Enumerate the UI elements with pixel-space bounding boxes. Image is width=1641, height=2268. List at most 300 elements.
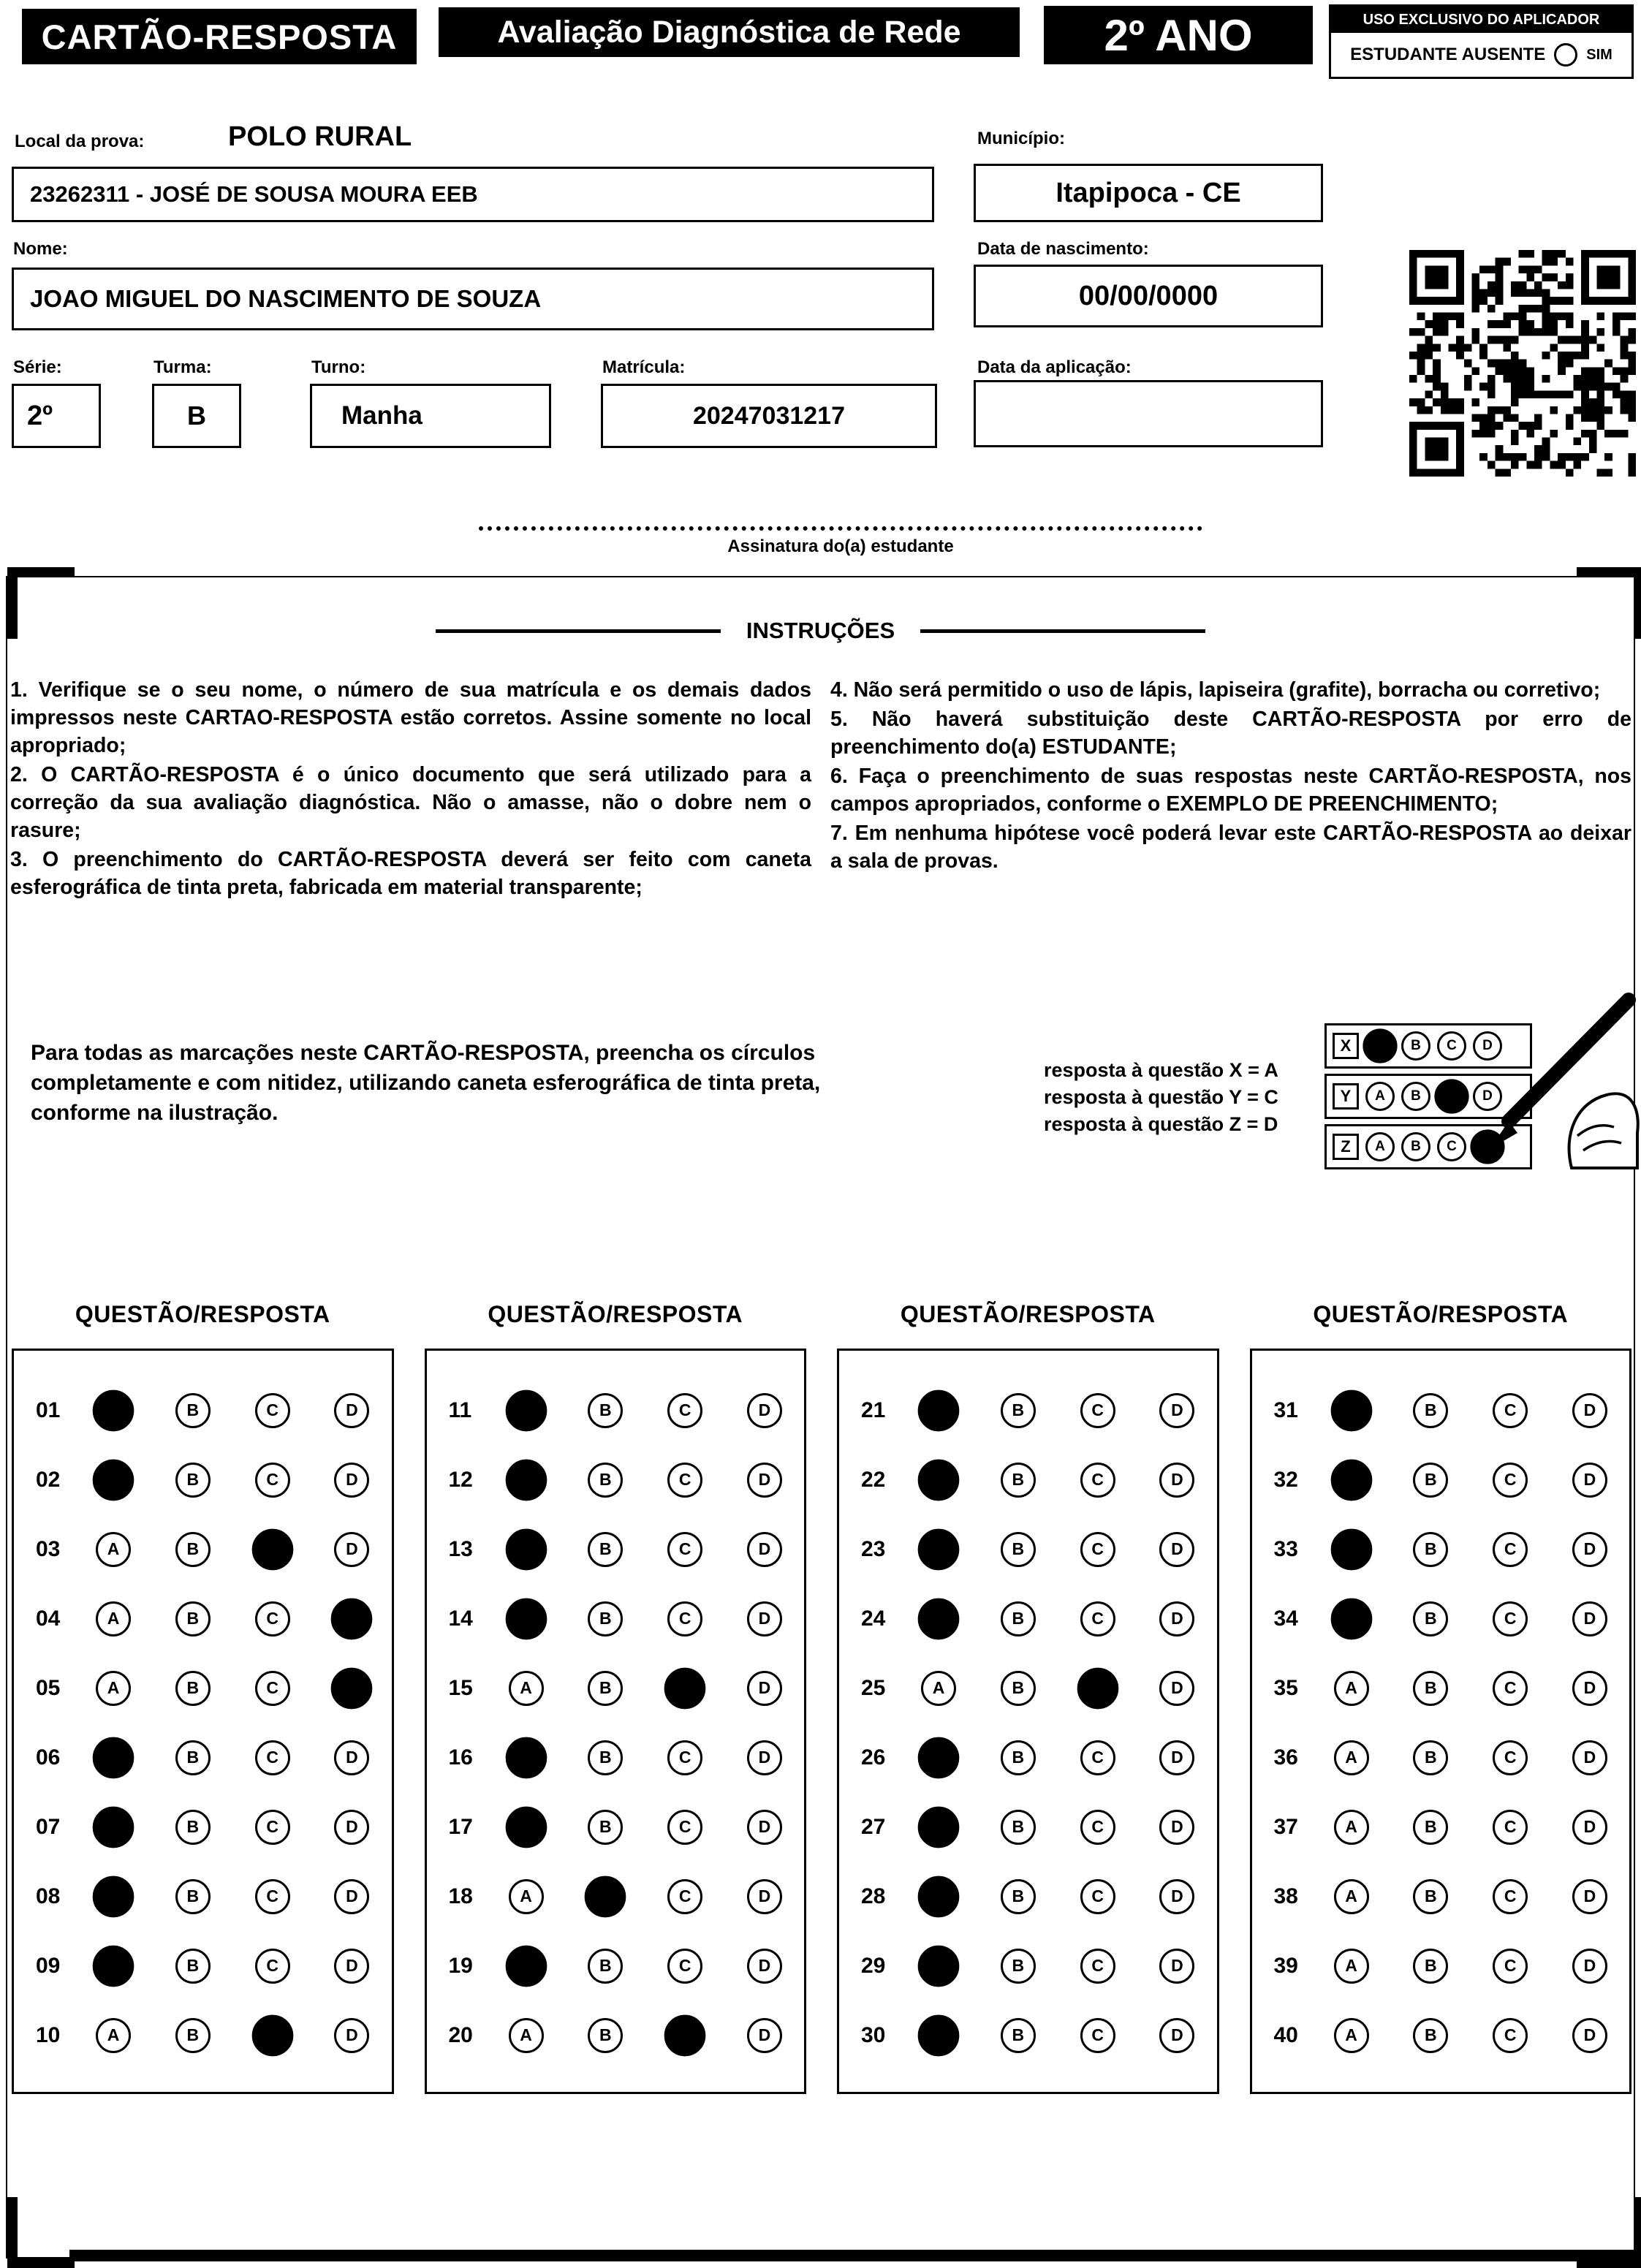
answer-bubble-27-D[interactable]: D xyxy=(1159,1810,1194,1845)
question-number: 06 xyxy=(36,1745,61,1770)
matricula-field: 20247031217 xyxy=(601,384,937,448)
answer-column-title: QUESTÃO/RESPOSTA xyxy=(1313,1301,1569,1327)
answer-bubble-17-C[interactable]: C xyxy=(667,1810,702,1845)
absent-yes-label: SIM xyxy=(1586,46,1612,63)
question-number: 36 xyxy=(1273,1745,1298,1770)
answer-bubble-24-A[interactable] xyxy=(918,1598,960,1639)
answer-bubble-06-B[interactable]: B xyxy=(175,1740,211,1775)
question-number: 25 xyxy=(861,1675,886,1700)
answer-bubble-19-C[interactable]: C xyxy=(667,1949,702,1984)
turno-label: Turno: xyxy=(311,357,366,377)
bottom-timing-bar xyxy=(69,2250,1640,2261)
answer-bubble-25-B[interactable]: B xyxy=(1001,1671,1036,1706)
turma-label: Turma: xyxy=(154,357,212,377)
signature-line[interactable] xyxy=(479,526,1202,531)
answer-bubble-16-C[interactable]: C xyxy=(667,1740,702,1775)
answer-bubble-26-A[interactable] xyxy=(918,1737,960,1778)
answer-bubble-08-D[interactable]: D xyxy=(334,1879,369,1914)
example-bubble-X-A[interactable] xyxy=(1363,1028,1397,1063)
question-row-22 xyxy=(839,1445,1217,1514)
answer-bubble-26-B[interactable]: B xyxy=(1001,1740,1036,1775)
grade-badge: 2º ANO xyxy=(1044,6,1313,64)
question-number: 01 xyxy=(36,1397,61,1422)
answer-bubble-24-D[interactable]: D xyxy=(1159,1601,1194,1636)
answer-bubble-08-B[interactable]: B xyxy=(175,1879,211,1914)
question-number: 20 xyxy=(448,2022,473,2047)
question-row-13 xyxy=(427,1514,805,1584)
example-legend-line: resposta à questão Z = D xyxy=(1044,1113,1278,1135)
question-row-27 xyxy=(839,1792,1217,1862)
aplicacao-label: Data da aplicação: xyxy=(977,357,1132,377)
answer-bubble-40-A[interactable]: A xyxy=(1334,2018,1369,2053)
answer-bubble-30-A[interactable] xyxy=(918,2014,960,2056)
answer-bubble-35-A[interactable]: A xyxy=(1334,1671,1369,1706)
question-row-07 xyxy=(14,1792,392,1862)
answer-bubble-27-C[interactable]: C xyxy=(1080,1810,1115,1845)
answer-bubble-21-A[interactable] xyxy=(918,1389,960,1431)
answer-bubble-38-D[interactable]: D xyxy=(1572,1879,1607,1914)
question-number: 08 xyxy=(36,1884,61,1908)
answer-bubble-17-B[interactable]: B xyxy=(588,1810,623,1845)
question-row-17 xyxy=(427,1792,805,1862)
municipio-field: Itapipoca - CE xyxy=(974,164,1323,222)
answer-bubble-37-A[interactable]: A xyxy=(1334,1810,1369,1845)
answer-bubble-12-A[interactable] xyxy=(505,1459,547,1501)
question-number: 26 xyxy=(861,1745,886,1770)
question-row-03 xyxy=(14,1514,392,1584)
registration-mark-bottom-left xyxy=(7,2197,75,2268)
question-number: 04 xyxy=(36,1606,61,1631)
school-field: 23262311 - JOSÉ DE SOUSA MOURA EEB xyxy=(12,167,934,222)
answer-bubble-02-B[interactable]: B xyxy=(175,1463,211,1498)
question-row-36 xyxy=(1252,1723,1630,1792)
example-legend-line: resposta à questão Y = C xyxy=(1044,1086,1278,1108)
question-row-19 xyxy=(427,1931,805,2000)
answer-bubble-09-B[interactable]: B xyxy=(175,1949,211,1984)
answer-bubble-40-D[interactable]: D xyxy=(1572,2018,1607,2053)
question-number: 27 xyxy=(861,1814,886,1839)
answer-bubble-19-D[interactable]: D xyxy=(747,1949,782,1984)
question-number: 28 xyxy=(861,1884,886,1908)
answer-bubble-13-C[interactable]: C xyxy=(667,1532,702,1567)
nome-label: Nome: xyxy=(13,239,68,259)
instruction-item: 2. O CARTÃO-RESPOSTA é o único documento que será utilizado para a correção da sua avaliação diagnóstica. Não o amasse, não o dobre nem o rasure; xyxy=(10,763,811,842)
serie-field: 2º xyxy=(12,384,101,448)
question-number: 34 xyxy=(1273,1606,1298,1631)
answer-bubble-31-B[interactable]: B xyxy=(1413,1393,1448,1428)
answer-bubble-37-B[interactable]: B xyxy=(1413,1810,1448,1845)
question-row-21 xyxy=(839,1376,1217,1445)
answer-bubble-31-C[interactable]: C xyxy=(1493,1393,1528,1428)
question-number: 31 xyxy=(1273,1397,1298,1422)
turno-field: Manha xyxy=(310,384,551,448)
answer-bubble-22-D[interactable]: D xyxy=(1159,1463,1194,1498)
instruction-item: 6. Faça o preenchimento de suas respostas neste CARTÃO-RESPOSTA, nos campos apropriados, conforme o EXEMPLO DE PREENCHIMENTO; xyxy=(830,765,1631,816)
answer-bubble-06-C[interactable]: C xyxy=(255,1740,290,1775)
answer-bubble-10-B[interactable]: B xyxy=(175,2018,211,2053)
instructions-rule-left xyxy=(436,629,721,633)
answer-bubble-03-A[interactable]: A xyxy=(96,1532,131,1567)
question-number: 32 xyxy=(1273,1467,1298,1492)
answer-bubble-10-D[interactable]: D xyxy=(334,2018,369,2053)
answer-bubble-23-B[interactable]: B xyxy=(1001,1532,1036,1567)
answer-bubble-20-D[interactable]: D xyxy=(747,2018,782,2053)
answer-bubble-02-D[interactable]: D xyxy=(334,1463,369,1498)
fill-example-legend xyxy=(1044,1057,1278,1138)
answer-bubble-09-C[interactable]: C xyxy=(255,1949,290,1984)
instructions-rule-right xyxy=(920,629,1205,633)
answer-bubble-28-C[interactable]: C xyxy=(1080,1879,1115,1914)
answer-bubble-04-D[interactable] xyxy=(331,1598,373,1639)
answer-column-4 xyxy=(1250,1301,1632,2094)
pen-hand-illustration xyxy=(1462,993,1641,1172)
instructions-title: INSTRUÇÕES xyxy=(746,618,895,643)
answer-bubble-22-A[interactable] xyxy=(918,1459,960,1501)
answer-bubble-25-C[interactable] xyxy=(1077,1667,1118,1709)
answer-bubble-39-C[interactable]: C xyxy=(1493,1949,1528,1984)
answer-bubble-32-D[interactable]: D xyxy=(1572,1463,1607,1498)
example-bubble-X-C[interactable]: C xyxy=(1437,1031,1466,1061)
example-bubble-Z-A[interactable]: A xyxy=(1365,1132,1395,1161)
answer-bubble-38-C[interactable]: C xyxy=(1493,1879,1528,1914)
example-bubble-X-B[interactable]: B xyxy=(1401,1031,1430,1061)
answer-bubble-01-A[interactable] xyxy=(93,1389,134,1431)
question-number: 13 xyxy=(448,1536,473,1561)
question-number: 17 xyxy=(448,1814,473,1839)
answer-bubble-11-C[interactable]: C xyxy=(667,1393,702,1428)
answer-bubble-05-D[interactable] xyxy=(331,1667,373,1709)
answer-bubble-23-A[interactable] xyxy=(918,1528,960,1570)
nascimento-label: Data de nascimento: xyxy=(977,239,1149,259)
answer-bubble-03-C[interactable] xyxy=(251,1528,293,1570)
example-row-label: Y xyxy=(1333,1083,1359,1110)
answer-bubble-14-A[interactable] xyxy=(505,1598,547,1639)
answer-bubble-26-C[interactable]: C xyxy=(1080,1740,1115,1775)
question-row-10 xyxy=(14,2000,392,2070)
answer-bubble-18-C[interactable]: C xyxy=(667,1879,702,1914)
answer-bubble-34-C[interactable]: C xyxy=(1493,1601,1528,1636)
answer-bubble-33-C[interactable]: C xyxy=(1493,1532,1528,1567)
fill-example-text: Para todas as marcações neste CARTÃO-RESPOSTA, preencha os círculos completamente e com nitidez, utilizando caneta esferográfica de tinta preta, conforme na ilustração. xyxy=(31,1041,821,1125)
answer-bubble-01-D[interactable]: D xyxy=(334,1393,369,1428)
qr-code xyxy=(1409,250,1636,477)
example-bubble-Y-D[interactable]: D xyxy=(1473,1082,1502,1111)
answer-bubble-30-B[interactable]: B xyxy=(1001,2018,1036,2053)
answer-bubble-07-B[interactable]: B xyxy=(175,1810,211,1845)
answer-section xyxy=(12,1301,1631,2094)
answer-bubble-39-D[interactable]: D xyxy=(1572,1949,1607,1984)
absent-yes-bubble[interactable] xyxy=(1554,43,1577,67)
answer-bubble-06-A[interactable] xyxy=(93,1737,134,1778)
question-number: 24 xyxy=(861,1606,886,1631)
answer-bubble-20-A[interactable]: A xyxy=(509,2018,544,2053)
answer-bubble-21-D[interactable]: D xyxy=(1159,1393,1194,1428)
example-row-label: X xyxy=(1333,1033,1359,1059)
nascimento-field: 00/00/0000 xyxy=(974,265,1323,327)
student-absent-row xyxy=(1331,33,1631,77)
instruction-item: 1. Verifique se o seu nome, o número de sua matrícula e os demais dados impressos neste CARTAO-RESPOSTA estão corretos. Assine somente no local apropriado; xyxy=(10,678,811,757)
answer-bubble-38-B[interactable]: B xyxy=(1413,1879,1448,1914)
answer-bubble-35-C[interactable]: C xyxy=(1493,1671,1528,1706)
answer-bubble-32-C[interactable]: C xyxy=(1493,1463,1528,1498)
question-row-32 xyxy=(1252,1445,1630,1514)
answer-bubble-31-D[interactable]: D xyxy=(1572,1393,1607,1428)
answer-bubble-04-B[interactable]: B xyxy=(175,1601,211,1636)
answer-bubble-16-D[interactable]: D xyxy=(747,1740,782,1775)
answer-bubble-07-C[interactable]: C xyxy=(255,1810,290,1845)
answer-bubble-04-A[interactable]: A xyxy=(96,1601,131,1636)
answer-bubble-22-C[interactable]: C xyxy=(1080,1463,1115,1498)
question-row-12 xyxy=(427,1445,805,1514)
answer-bubble-05-A[interactable]: A xyxy=(96,1671,131,1706)
answer-bubble-21-B[interactable]: B xyxy=(1001,1393,1036,1428)
answer-bubble-34-D[interactable]: D xyxy=(1572,1601,1607,1636)
answer-bubble-15-A[interactable]: A xyxy=(509,1671,544,1706)
question-row-15 xyxy=(427,1653,805,1723)
question-number: 07 xyxy=(36,1814,61,1839)
example-bubble-Z-C[interactable]: C xyxy=(1437,1132,1466,1161)
example-row-label: Z xyxy=(1333,1134,1359,1160)
question-row-29 xyxy=(839,1931,1217,2000)
answer-bubble-26-D[interactable]: D xyxy=(1159,1740,1194,1775)
answer-bubble-20-C[interactable] xyxy=(664,2014,706,2056)
question-row-34 xyxy=(1252,1584,1630,1653)
local-label: Local da prova: xyxy=(15,132,145,151)
example-bubble-Z-B[interactable]: B xyxy=(1401,1132,1430,1161)
question-row-38 xyxy=(1252,1862,1630,1931)
answer-bubble-07-A[interactable] xyxy=(93,1806,134,1848)
answer-bubble-36-D[interactable]: D xyxy=(1572,1740,1607,1775)
answer-bubble-35-D[interactable]: D xyxy=(1572,1671,1607,1706)
answer-bubble-30-D[interactable]: D xyxy=(1159,2018,1194,2053)
answer-bubble-12-C[interactable]: C xyxy=(667,1463,702,1498)
question-row-01 xyxy=(14,1376,392,1445)
answer-bubble-14-D[interactable]: D xyxy=(747,1601,782,1636)
question-row-35 xyxy=(1252,1653,1630,1723)
answer-bubble-22-B[interactable]: B xyxy=(1001,1463,1036,1498)
answer-bubble-33-A[interactable] xyxy=(1330,1528,1372,1570)
answer-bubble-09-A[interactable] xyxy=(93,1945,134,1987)
answer-bubble-07-D[interactable]: D xyxy=(334,1810,369,1845)
answer-bubble-30-C[interactable]: C xyxy=(1080,2018,1115,2053)
answer-bubble-15-B[interactable]: B xyxy=(588,1671,623,1706)
question-row-09 xyxy=(14,1931,392,2000)
answer-bubble-25-D[interactable]: D xyxy=(1159,1671,1194,1706)
example-legend-line: resposta à questão X = A xyxy=(1044,1059,1278,1081)
question-row-39 xyxy=(1252,1931,1630,2000)
answer-bubble-11-D[interactable]: D xyxy=(747,1393,782,1428)
instruction-item: 7. Em nenhuma hipótese você poderá levar este CARTÃO-RESPOSTA ao deixar a sala de provas. xyxy=(830,822,1631,873)
answer-bubble-18-D[interactable]: D xyxy=(747,1879,782,1914)
answer-bubble-12-B[interactable]: B xyxy=(588,1463,623,1498)
question-row-37 xyxy=(1252,1792,1630,1862)
answer-bubble-34-A[interactable] xyxy=(1330,1598,1372,1639)
question-number: 40 xyxy=(1273,2022,1298,2047)
answer-bubble-29-C[interactable]: C xyxy=(1080,1949,1115,1984)
instructions-columns xyxy=(10,676,1631,903)
question-number: 21 xyxy=(861,1397,886,1422)
answer-bubble-34-B[interactable]: B xyxy=(1413,1601,1448,1636)
answer-bubble-37-C[interactable]: C xyxy=(1493,1810,1528,1845)
example-bubble-Y-A[interactable]: A xyxy=(1365,1082,1395,1111)
question-row-28 xyxy=(839,1862,1217,1931)
answer-bubble-02-A[interactable] xyxy=(93,1459,134,1501)
answer-bubble-05-B[interactable]: B xyxy=(175,1671,211,1706)
question-number: 30 xyxy=(861,2022,886,2047)
question-row-05 xyxy=(14,1653,392,1723)
answer-bubble-35-B[interactable]: B xyxy=(1413,1671,1448,1706)
question-number: 33 xyxy=(1273,1536,1298,1561)
answer-bubble-40-B[interactable]: B xyxy=(1413,2018,1448,2053)
answer-bubble-20-B[interactable]: B xyxy=(588,2018,623,2053)
question-number: 10 xyxy=(36,2022,61,2047)
answer-bubble-36-B[interactable]: B xyxy=(1413,1740,1448,1775)
answer-bubble-16-B[interactable]: B xyxy=(588,1740,623,1775)
answer-bubble-06-D[interactable]: D xyxy=(334,1740,369,1775)
question-number: 18 xyxy=(448,1884,473,1908)
answer-bubble-09-D[interactable]: D xyxy=(334,1949,369,1984)
answer-bubble-39-B[interactable]: B xyxy=(1413,1949,1448,1984)
question-row-18 xyxy=(427,1862,805,1931)
answer-bubble-29-B[interactable]: B xyxy=(1001,1949,1036,1984)
question-number: 38 xyxy=(1273,1884,1298,1908)
answer-bubble-13-A[interactable] xyxy=(505,1528,547,1570)
answer-bubble-27-B[interactable]: B xyxy=(1001,1810,1036,1845)
instruction-item: 4. Não será permitido o uso de lápis, lapiseira (grafite), borracha ou corretivo; xyxy=(830,678,1601,702)
answer-bubble-31-A[interactable] xyxy=(1330,1389,1372,1431)
answer-grid xyxy=(425,1349,807,2094)
answer-bubble-36-C[interactable]: C xyxy=(1493,1740,1528,1775)
answer-bubble-11-A[interactable] xyxy=(505,1389,547,1431)
question-number: 03 xyxy=(36,1536,61,1561)
answer-bubble-40-C[interactable]: C xyxy=(1493,2018,1528,2053)
answer-bubble-27-A[interactable] xyxy=(918,1806,960,1848)
answer-bubble-01-B[interactable]: B xyxy=(175,1393,211,1428)
answer-bubble-05-C[interactable]: C xyxy=(255,1671,290,1706)
question-row-11 xyxy=(427,1376,805,1445)
answer-bubble-21-C[interactable]: C xyxy=(1080,1393,1115,1428)
question-row-31 xyxy=(1252,1376,1630,1445)
example-bubble-X-D[interactable]: D xyxy=(1473,1031,1502,1061)
answer-bubble-08-C[interactable]: C xyxy=(255,1879,290,1914)
answer-bubble-36-A[interactable]: A xyxy=(1334,1740,1369,1775)
answer-bubble-28-D[interactable]: D xyxy=(1159,1879,1194,1914)
answer-bubble-10-C[interactable] xyxy=(251,2014,293,2056)
question-number: 22 xyxy=(861,1467,886,1492)
answer-bubble-24-B[interactable]: B xyxy=(1001,1601,1036,1636)
question-number: 35 xyxy=(1273,1675,1298,1700)
answer-bubble-12-D[interactable]: D xyxy=(747,1463,782,1498)
answer-bubble-39-A[interactable]: A xyxy=(1334,1949,1369,1984)
answer-bubble-15-D[interactable]: D xyxy=(747,1671,782,1706)
answer-bubble-02-C[interactable]: C xyxy=(255,1463,290,1498)
question-number: 39 xyxy=(1273,1953,1298,1978)
serie-label: Série: xyxy=(13,357,62,377)
question-row-30 xyxy=(839,2000,1217,2070)
answer-bubble-37-D[interactable]: D xyxy=(1572,1810,1607,1845)
answer-bubble-13-B[interactable]: B xyxy=(588,1532,623,1567)
answer-column-title: QUESTÃO/RESPOSTA xyxy=(75,1301,330,1327)
applicator-box-title: USO EXCLUSIVO DO APLICADOR xyxy=(1331,7,1631,33)
answer-bubble-04-C[interactable]: C xyxy=(255,1601,290,1636)
question-row-14 xyxy=(427,1584,805,1653)
sheet-subtitle: Avaliação Diagnóstica de Rede xyxy=(439,7,1020,57)
answer-bubble-33-D[interactable]: D xyxy=(1572,1532,1607,1567)
answer-bubble-28-B[interactable]: B xyxy=(1001,1879,1036,1914)
local-value: POLO RURAL xyxy=(228,121,412,152)
question-row-40 xyxy=(1252,2000,1630,2070)
question-row-33 xyxy=(1252,1514,1630,1584)
question-number: 02 xyxy=(36,1467,61,1492)
answer-bubble-17-A[interactable] xyxy=(505,1806,547,1848)
answer-bubble-38-A[interactable]: A xyxy=(1334,1879,1369,1914)
nome-field: JOAO MIGUEL DO NASCIMENTO DE SOUZA xyxy=(12,268,934,330)
turma-field: B xyxy=(152,384,241,448)
question-row-24 xyxy=(839,1584,1217,1653)
answer-bubble-32-B[interactable]: B xyxy=(1413,1463,1448,1498)
answer-bubble-17-D[interactable]: D xyxy=(747,1810,782,1845)
answer-column-title: QUESTÃO/RESPOSTA xyxy=(488,1301,743,1327)
answer-bubble-18-A[interactable]: A xyxy=(509,1879,544,1914)
answer-bubble-10-A[interactable]: A xyxy=(96,2018,131,2053)
question-row-20 xyxy=(427,2000,805,2070)
answer-bubble-23-C[interactable]: C xyxy=(1080,1532,1115,1567)
answer-bubble-19-A[interactable] xyxy=(505,1945,547,1987)
answer-bubble-33-B[interactable]: B xyxy=(1413,1532,1448,1567)
answer-bubble-23-D[interactable]: D xyxy=(1159,1532,1194,1567)
signature-label: Assinatura do(a) estudante xyxy=(727,536,954,556)
answer-bubble-14-C[interactable]: C xyxy=(667,1601,702,1636)
question-number: 37 xyxy=(1273,1814,1298,1839)
answer-bubble-01-C[interactable]: C xyxy=(255,1393,290,1428)
municipio-label: Município: xyxy=(977,129,1065,148)
matricula-label: Matrícula: xyxy=(602,357,686,377)
answer-bubble-25-A[interactable]: A xyxy=(921,1671,956,1706)
answer-bubble-28-A[interactable] xyxy=(918,1876,960,1917)
answer-bubble-03-B[interactable]: B xyxy=(175,1532,211,1567)
instructions-header xyxy=(0,618,1641,644)
answer-bubble-19-B[interactable]: B xyxy=(588,1949,623,1984)
answer-bubble-18-B[interactable] xyxy=(585,1876,626,1917)
example-bubble-Y-B[interactable]: B xyxy=(1401,1082,1430,1111)
answer-column-1 xyxy=(12,1301,394,2094)
answer-column-title: QUESTÃO/RESPOSTA xyxy=(900,1301,1156,1327)
answer-bubble-08-A[interactable] xyxy=(93,1876,134,1917)
answer-column-3 xyxy=(837,1301,1219,2094)
answer-bubble-15-C[interactable] xyxy=(664,1667,706,1709)
answer-bubble-03-D[interactable]: D xyxy=(334,1532,369,1567)
question-row-06 xyxy=(14,1723,392,1792)
answer-bubble-13-D[interactable]: D xyxy=(747,1532,782,1567)
question-number: 16 xyxy=(448,1745,473,1770)
sheet-title: CARTÃO-RESPOSTA xyxy=(22,9,417,64)
answer-bubble-24-C[interactable]: C xyxy=(1080,1601,1115,1636)
answer-bubble-29-D[interactable]: D xyxy=(1159,1949,1194,1984)
answer-bubble-16-A[interactable] xyxy=(505,1737,547,1778)
answer-bubble-14-B[interactable]: B xyxy=(588,1601,623,1636)
student-absent-label: ESTUDANTE AUSENTE xyxy=(1350,45,1546,64)
question-row-08 xyxy=(14,1862,392,1931)
question-number: 19 xyxy=(448,1953,473,1978)
aplicacao-field[interactable] xyxy=(974,380,1323,447)
applicator-exclusive-box xyxy=(1329,4,1634,79)
answer-bubble-32-A[interactable] xyxy=(1330,1459,1372,1501)
answer-bubble-11-B[interactable]: B xyxy=(588,1393,623,1428)
question-row-25 xyxy=(839,1653,1217,1723)
answer-bubble-29-A[interactable] xyxy=(918,1945,960,1987)
question-number: 29 xyxy=(861,1953,886,1978)
question-row-04 xyxy=(14,1584,392,1653)
